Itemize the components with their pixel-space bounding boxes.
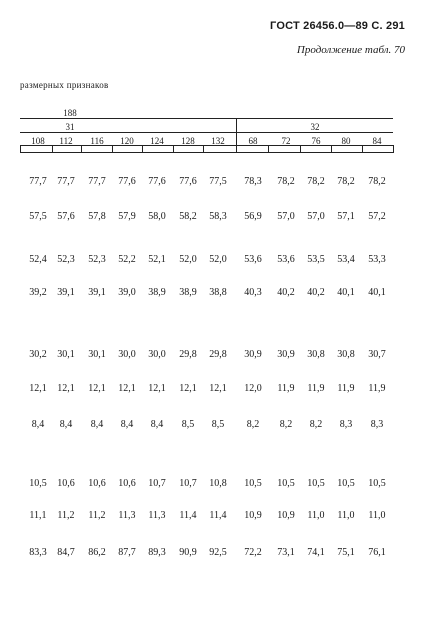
table-cell: 52,0 — [209, 254, 227, 265]
table-cell: 8,4 — [150, 419, 164, 430]
column-divider — [331, 145, 332, 153]
table-cell: 11,2 — [88, 510, 106, 521]
table-cell: 12,1 — [88, 383, 106, 394]
page-header: ГОСТ 26456.0—89 С. 291 — [270, 20, 405, 32]
table-cell: 10,5 — [368, 478, 386, 489]
table-cell: 74,1 — [307, 547, 325, 558]
column-divider — [112, 145, 113, 153]
table-cell: 40,2 — [307, 287, 325, 298]
table-cell: 8,5 — [211, 419, 225, 430]
table-cell: 77,5 — [209, 176, 227, 187]
column-header: 116 — [90, 136, 104, 146]
table-cell: 11,1 — [29, 510, 47, 521]
table-cell: 39,1 — [57, 287, 75, 298]
column-divider — [203, 145, 204, 153]
group-header: 31 — [65, 122, 75, 132]
column-divider — [142, 145, 143, 153]
table-cell: 12,1 — [148, 383, 166, 394]
table-cell: 57,5 — [29, 211, 47, 222]
table-cell: 11,3 — [118, 510, 136, 521]
table-cell: 83,3 — [29, 547, 47, 558]
table-cell: 52,1 — [148, 254, 166, 265]
section-label: размерных признаков — [20, 80, 109, 90]
table-cell: 12,1 — [118, 383, 136, 394]
table-cell: 38,8 — [209, 287, 227, 298]
column-header: 120 — [120, 136, 134, 146]
table-cell: 12,1 — [179, 383, 197, 394]
column-divider — [300, 145, 301, 153]
table-cell: 40,3 — [244, 287, 262, 298]
table-cell: 11,3 — [148, 510, 166, 521]
table-cell: 78,2 — [307, 176, 325, 187]
column-divider — [268, 145, 269, 153]
table-continuation-label: Продолжение табл. 70 — [296, 44, 405, 56]
table-cell: 10,8 — [209, 478, 227, 489]
column-header: 76 — [311, 136, 321, 146]
column-header: 84 — [372, 136, 382, 146]
table-cell: 10,6 — [88, 478, 106, 489]
table-cell: 57,0 — [277, 211, 295, 222]
table-cell: 77,6 — [148, 176, 166, 187]
table-cell: 77,6 — [118, 176, 136, 187]
table-cell: 52,3 — [57, 254, 75, 265]
table-cell: 8,4 — [31, 419, 45, 430]
top-header: 188 — [63, 108, 77, 118]
table-cell: 90,9 — [179, 547, 197, 558]
header-rule-top — [20, 118, 393, 119]
column-divider — [362, 145, 363, 153]
table-cell: 11,0 — [368, 510, 386, 521]
table-cell: 57,9 — [118, 211, 136, 222]
table-cell: 11,0 — [337, 510, 355, 521]
table-cell: 52,0 — [179, 254, 197, 265]
table-cell: 57,2 — [368, 211, 386, 222]
table-cell: 11,9 — [277, 383, 295, 394]
column-divider — [173, 145, 174, 153]
table-cell: 92,5 — [209, 547, 227, 558]
table-cell: 8,2 — [309, 419, 323, 430]
table-cell: 75,1 — [337, 547, 355, 558]
table-cell: 40,1 — [368, 287, 386, 298]
table-cell: 30,9 — [277, 349, 295, 360]
table-cell: 11,9 — [368, 383, 386, 394]
table-cell: 10,9 — [244, 510, 262, 521]
column-header: 80 — [341, 136, 351, 146]
table-cell: 11,4 — [209, 510, 227, 521]
table-cell: 78,3 — [244, 176, 262, 187]
group-header: 32 — [310, 122, 320, 132]
column-header: 108 — [31, 136, 45, 146]
table-cell: 57,8 — [88, 211, 106, 222]
table-cell: 58,0 — [148, 211, 166, 222]
table-cell: 78,2 — [337, 176, 355, 187]
table-cell: 30,7 — [368, 349, 386, 360]
table-cell: 38,9 — [179, 287, 197, 298]
table-cell: 8,4 — [120, 419, 134, 430]
table-cell: 12,1 — [209, 383, 227, 394]
table-cell: 10,6 — [57, 478, 75, 489]
table-cell: 10,9 — [277, 510, 295, 521]
column-divider — [52, 145, 53, 153]
table-cell: 11,9 — [307, 383, 325, 394]
table-cell: 10,5 — [244, 478, 262, 489]
table-cell: 10,6 — [118, 478, 136, 489]
table-cell: 8,3 — [370, 419, 384, 430]
table-cell: 53,6 — [244, 254, 262, 265]
table-cell: 30,2 — [29, 349, 47, 360]
table-cell: 8,5 — [181, 419, 195, 430]
table-cell: 8,4 — [59, 419, 73, 430]
table-cell: 86,2 — [88, 547, 106, 558]
table-cell: 57,0 — [307, 211, 325, 222]
table-cell: 78,2 — [368, 176, 386, 187]
table-cell: 39,1 — [88, 287, 106, 298]
column-divider — [236, 145, 237, 153]
table-cell: 10,5 — [307, 478, 325, 489]
table-cell: 30,0 — [118, 349, 136, 360]
table-cell: 40,1 — [337, 287, 355, 298]
table-cell: 30,1 — [57, 349, 75, 360]
table-cell: 77,7 — [29, 176, 47, 187]
table-cell: 8,2 — [279, 419, 293, 430]
table-cell: 10,5 — [337, 478, 355, 489]
table-cell: 76,1 — [368, 547, 386, 558]
table-cell: 10,7 — [148, 478, 166, 489]
table-cell: 8,4 — [90, 419, 104, 430]
column-divider — [393, 145, 394, 153]
header-rule-bottom — [20, 152, 393, 153]
table-cell: 57,1 — [337, 211, 355, 222]
table-cell: 39,2 — [29, 287, 47, 298]
table-cell: 57,6 — [57, 211, 75, 222]
table-cell: 87,7 — [118, 547, 136, 558]
table-cell: 53,6 — [277, 254, 295, 265]
table-cell: 77,7 — [88, 176, 106, 187]
header-rule-groups — [20, 132, 393, 133]
table-cell: 12,1 — [29, 383, 47, 394]
table-cell: 29,8 — [179, 349, 197, 360]
table-cell: 30,1 — [88, 349, 106, 360]
header-rule-columns — [20, 145, 393, 146]
column-divider — [81, 145, 82, 153]
table-cell: 11,4 — [179, 510, 197, 521]
column-header: 68 — [248, 136, 258, 146]
table-cell: 11,2 — [57, 510, 75, 521]
table-cell: 53,5 — [307, 254, 325, 265]
table-cell: 52,2 — [118, 254, 136, 265]
table-cell: 73,1 — [277, 547, 295, 558]
table-cell: 53,3 — [368, 254, 386, 265]
table-cell: 84,7 — [57, 547, 75, 558]
table-cell: 40,2 — [277, 287, 295, 298]
table-cell: 30,8 — [337, 349, 355, 360]
table-cell: 38,9 — [148, 287, 166, 298]
table-cell: 77,6 — [179, 176, 197, 187]
table-cell: 10,5 — [277, 478, 295, 489]
table-cell: 8,2 — [246, 419, 260, 430]
table-cell: 11,0 — [307, 510, 325, 521]
column-divider — [20, 145, 21, 153]
table-cell: 12,0 — [244, 383, 262, 394]
table-cell: 30,8 — [307, 349, 325, 360]
column-header: 124 — [150, 136, 164, 146]
column-header: 132 — [211, 136, 225, 146]
table-cell: 8,3 — [339, 419, 353, 430]
table-cell: 30,9 — [244, 349, 262, 360]
table-cell: 77,7 — [57, 176, 75, 187]
table-cell: 89,3 — [148, 547, 166, 558]
table-cell: 11,9 — [337, 383, 355, 394]
table-cell: 56,9 — [244, 211, 262, 222]
table-cell: 78,2 — [277, 176, 295, 187]
table-cell: 72,2 — [244, 547, 262, 558]
table-cell: 58,2 — [179, 211, 197, 222]
table-cell: 53,4 — [337, 254, 355, 265]
table-cell: 52,3 — [88, 254, 106, 265]
column-header: 112 — [59, 136, 73, 146]
table-cell: 29,8 — [209, 349, 227, 360]
table-cell: 10,5 — [29, 478, 47, 489]
column-header: 128 — [181, 136, 195, 146]
table-cell: 52,4 — [29, 254, 47, 265]
table-cell: 58,3 — [209, 211, 227, 222]
table-cell: 30,0 — [148, 349, 166, 360]
column-header: 72 — [281, 136, 291, 146]
table-cell: 12,1 — [57, 383, 75, 394]
table-cell: 39,0 — [118, 287, 136, 298]
table-cell: 10,7 — [179, 478, 197, 489]
